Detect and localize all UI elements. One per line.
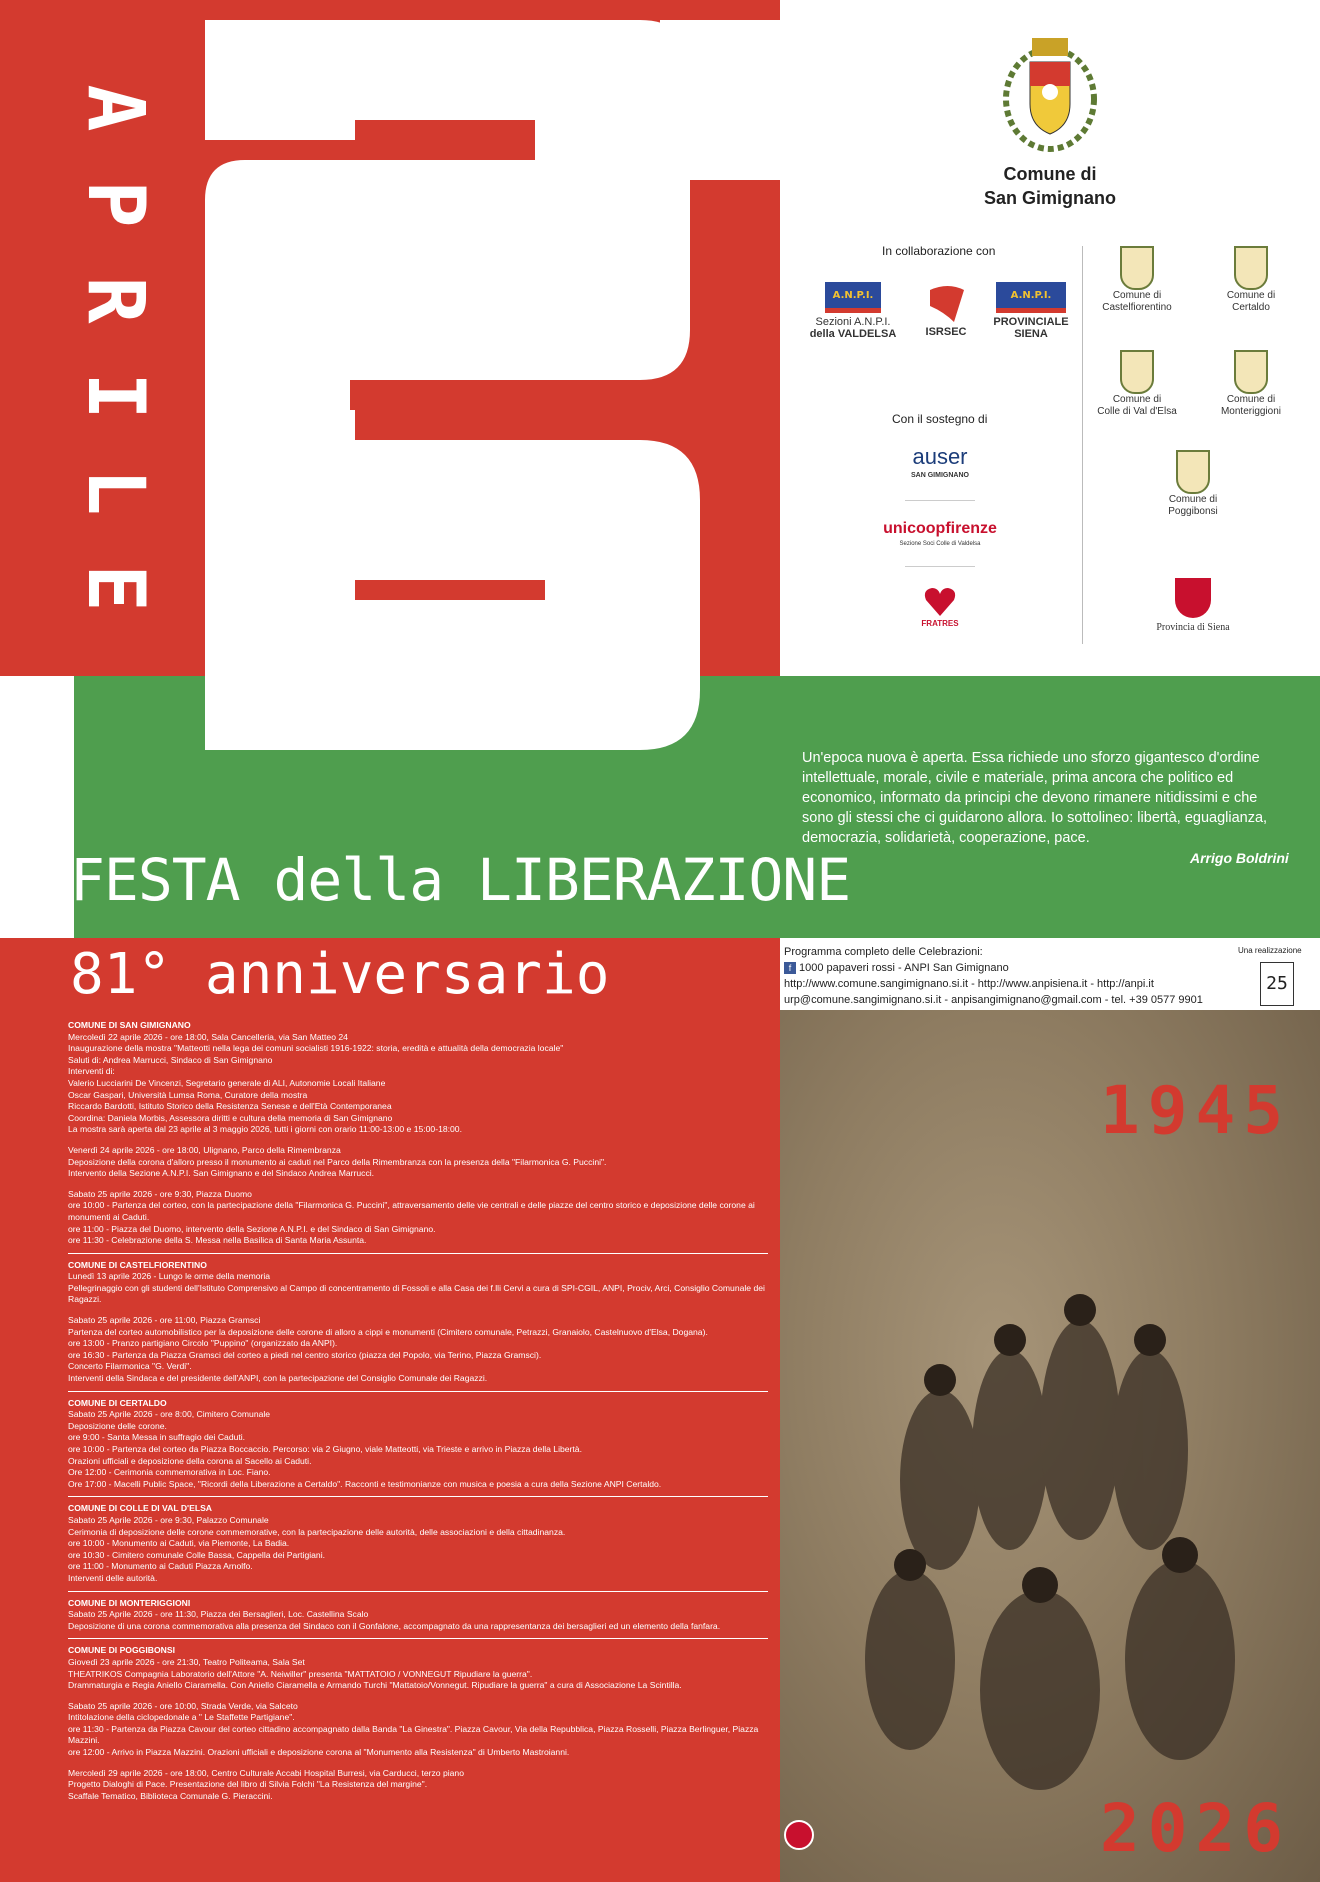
fratres-label: FRATRES <box>921 619 959 628</box>
anpi-stamp-icon <box>784 1820 814 1850</box>
sostegno-label: Con il sostegno di <box>892 412 988 426</box>
program-contacts[interactable]: urp@comune.sangimignano.si.it - anpisangimignano@gmail.com - tel. +39 0577 9901 <box>784 994 1203 1006</box>
year-1945: 1945 <box>1100 1072 1291 1149</box>
programme-entry: Sabato 25 Aprile 2026 - ore 8:00, Cimitero Comunale Deposizione delle corone. ore 9:00 - Santa Messa in suffragio dei Caduti. ore 10:00 - Partenza del corteo da Piazza Boccaccio. Percorso: via 2 Giugno, viale Matteotti, via Trieste e arrivo in Piazza della Libertà. Orazioni ufficiali e deposizione della corona al Sacello ai Caduti. Ore 12:00 - Cerimonia commemorativa in Loc. Fiano. Ore 17:00 - Macelli Public Space, "Ricordi della Liberazione a Certaldo". Racconti e testimonianze con musica e poesia a cura della Sezione ANPI Certaldo. <box>68 1409 662 1489</box>
crest-icon <box>1234 246 1268 290</box>
comune-label: Comune di <box>1168 494 1218 505</box>
auser-sub: SAN GIMIGNANO <box>911 472 969 479</box>
aprile-letter: E <box>70 564 160 612</box>
programme-entry: Mercoledì 22 aprile 2026 - ore 18:00, Sala Cancelleria, via San Matteo 24 Inaugurazione della mostra "Matteotti nella lega dei comuni socialisti 1916-1922: storia, eredità e attualità della democrazia locale" Saluti di: Andrea Marrucci, Sindaco di San Gimignano Interventi di: Valerio Lucciarini De Vincenzi, Segretario generale di ALI, Autonomie Locali Italiane Oscar Gaspari, Università Lumsa Roma, Curatore della mostra Riccardo Bardotti, Istituto Storico della Resistenza Senese e dell'Età Contemporanea Coordina: Daniela Morbis, Assessora diritti e cultura della memoria di San Gimignano La mostra sarà aperta dal 23 aprile al 3 maggio 2026, tutti i giorni con orario 11:00-13:00 e 15:00-18:00. <box>68 1031 564 1135</box>
quote-author: Arrigo Boldrini <box>1190 850 1289 866</box>
crest-icon <box>1175 578 1211 618</box>
unicoop-label: unicoopfirenze <box>883 520 997 537</box>
provincia-siena-logo <box>1138 578 1248 634</box>
anpi-valdelsa-line1: Sezioni A.N.P.I. <box>815 316 891 328</box>
castelfiorentino-logo <box>1092 246 1182 314</box>
crest-icon <box>1120 350 1154 394</box>
programme-section <box>68 1398 768 1498</box>
anniversary-subtitle: 81° anniversario <box>70 942 610 1007</box>
program-info-title: Programma completo delle Celebrazioni: <box>784 946 983 958</box>
aprile-letter: P <box>70 180 160 228</box>
certaldo-logo <box>1206 246 1296 314</box>
comune-label: Monteriggioni <box>1220 406 1282 417</box>
collab-label: In collaborazione con <box>882 244 996 258</box>
anpi-siena-line2: SIENA <box>1014 328 1048 340</box>
quote-text: Un'epoca nuova è aperta. Essa richiede uno sforzo gigantesco d'ordine intellettuale, morale, civile e materiale, prima ancora che politico ed economico, informato da principi che devono rimanere nitidissimi e che sono gli stessi che ci guidarono allora. Io sottolineo: libertà, eguaglianza, democrazia, solidarietà, cooperazione, pace. <box>802 750 1268 846</box>
unicoop-logo <box>870 520 1010 550</box>
provincia-label: Provincia di Siena <box>1156 622 1230 633</box>
programme-entry: Sabato 25 Aprile 2026 - ore 9:30, Palazzo Comunale Cerimonia di deposizione delle corone commemorative, con la partecipazione delle autorità, delle associazioni e della cittadinanza. ore 10:00 - Monumento ai Caduti, via Piemonte, La Badia. ore 10:30 - Cimitero comunale Colle Bassa, Cappella dei Partigiani. ore 11:00 - Monumento ai Caduti Piazza Arnolfo. Interventi delle autorità. <box>68 1514 566 1583</box>
realizzazione-label: Una realizzazione <box>1238 946 1302 955</box>
isrsec-icon <box>924 282 968 326</box>
programme-entry: Sabato 25 aprile 2026 - ore 10:00, Strada Verde, via Salceto Intitolazione della ciclopedonale a " Le Staffette Partigiane". ore 11:30 - Partenza da Piazza Cavour del corteo cittadino accompagnato dalla Banda "La Ginestra". Piazza Cavour, Via della Repubblica, Piazza Rosselli, Piazza Berlinguer, Piazza Mazzini. ore 12:00 - Arrivo in Piazza Mazzini. Orazioni ufficiali e deposizione corona al "Monumento alla Resistenza" di Umberto Mastroianni. <box>68 1700 759 1758</box>
facebook-row[interactable] <box>784 960 1254 976</box>
programme-section-heading: COMUNE DI COLLE DI VAL D'ELSA <box>68 1503 213 1514</box>
comune-line1: Comune di <box>1003 164 1097 184</box>
comune-label: Comune di <box>1112 290 1162 301</box>
comune-label: Certaldo <box>1232 302 1270 313</box>
programme-section-heading: COMUNE DI CASTELFIORENTINO <box>68 1259 207 1270</box>
divider <box>905 500 975 501</box>
programme-section <box>68 1020 768 1254</box>
comune-line2: San Gimignano <box>983 188 1116 208</box>
crest-icon <box>1234 350 1268 394</box>
isrsec-logo <box>916 282 976 338</box>
poggibonsi-logo <box>1148 450 1238 518</box>
programme-entry: Sabato 25 aprile 2026 - ore 9:30, Piazza Duomo ore 10:00 - Partenza del corteo, con la partecipazione della "Filarmonica G. Puccini", attraversamento delle vie centrali e delle piazze del centro storico e deposizione delle corone ai monumenti ai Caduti. ore 11:00 - Piazza del Duomo, intervento della Sezione A.N.P.I. e del Sindaco di San Gimignano. ore 11:30 - Celebrazione della S. Messa nella Basilica di Santa Maria Assunta. <box>68 1188 755 1246</box>
san-gimignano-crest-icon <box>1000 34 1100 154</box>
anpi-siena-logo <box>988 282 1074 340</box>
comune-label: Comune di <box>1226 290 1276 301</box>
anpi-badge-icon: A.N.P.I. <box>825 282 881 313</box>
comune-label: Castelfiorentino <box>1102 302 1172 313</box>
divider <box>1082 246 1083 644</box>
anpi-siena-line1: PROVINCIALE <box>993 316 1069 328</box>
monteriggioni-logo <box>1206 350 1296 418</box>
festa-title: FESTA della LIBERAZIONE <box>70 846 851 914</box>
programme-section-heading: COMUNE DI SAN GIMIGNANO <box>68 1020 191 1030</box>
programme-section-heading: COMUNE DI MONTERIGGIONI <box>68 1597 191 1608</box>
auser-logo <box>880 444 1000 482</box>
anpi-valdelsa-line2: della VALDELSA <box>809 328 897 340</box>
auser-label: auser <box>912 444 968 469</box>
aprile-vertical <box>60 60 180 740</box>
programme-section-heading: COMUNE DI POGGIBONSI <box>68 1645 175 1656</box>
facebook-icon: f <box>784 962 796 974</box>
colle-logo <box>1092 350 1182 418</box>
programme-entry: Giovedì 23 aprile 2026 - ore 21:30, Teatro Politeama, Sala Set THEATRIKOS Compagnia Laboratorio dell'Attore "A. Neiwiller" presenta "MATTATOIO / VONNEGUT Ripudiare la guerra". Drammaturgia e Regia Aniello Ciaramella. Con Aniello Ciaramella e Armando Turchi "Mattatoio/Vonnegut. Ripudiare la guerra" a cura di Associazione La Scintilla. <box>68 1656 682 1691</box>
comune-label: Colle di Val d'Elsa <box>1097 406 1177 417</box>
programme-entry: Lunedì 13 aprile 2026 - Lungo le orme della memoria Pellegrinaggio con gli studenti dell'Istituto Comprensivo al Campo di concentramento di Fossoli e alla Casa dei f.lli Cervi a cura di SPI-CGIL, ANPI, Prociv, Arci, Consiglio Comunale dei Ragazzi. <box>68 1271 765 1305</box>
facebook-link[interactable]: 1000 papaveri rossi - ANPI San Gimignano <box>799 962 1009 974</box>
heart-drop-icon <box>922 582 958 618</box>
crest-icon <box>1120 246 1154 290</box>
aprile-letter: I <box>70 372 160 420</box>
crest-icon <box>1176 450 1210 494</box>
programme-section <box>68 1598 768 1640</box>
realizzazione-logo: 25 <box>1260 962 1294 1006</box>
anpi-valdelsa-logo <box>808 282 898 340</box>
aprile-letter: R <box>70 276 160 324</box>
programme-section <box>68 1645 768 1808</box>
isrsec-label: ISRSEC <box>925 326 967 338</box>
divider <box>905 566 975 567</box>
program-links[interactable]: http://www.comune.sangimignano.si.it - http://www.anpisiena.it - http://anpi.it <box>784 978 1154 990</box>
comune-label: Poggibonsi <box>1168 506 1218 517</box>
unicoop-sub: Sezione Soci Colle di Valdelsa <box>899 541 981 547</box>
comune-title <box>950 162 1150 210</box>
programme-entry: Sabato 25 aprile 2026 - ore 11:00, Piazza Gramsci Partenza del corteo automobilistico per la deposizione delle corone di alloro a cippi e monumenti (Cimitero comunale, Petrazzi, Granaiolo, Castelnuovo d'Elsa, Dogana). ore 13:00 - Pranzo partigiano Circolo "Puppino" (organizzato da ANPI). ore 16:30 - Partenza da Piazza Gramsci del corteo a piedi nel centro storico (piazza del Popolo, via Terino, Piazza Gramsci). Concerto Filarmonica "G. Verdi". Interventi della Sindaca e del presidente dell'ANPI, con la partecipazione del Consiglio Comunale dei Ragazzi. <box>68 1315 708 1384</box>
programme-list <box>68 1020 768 1814</box>
anpi-badge-icon: A.N.P.I. <box>996 282 1066 313</box>
programme-entry: Mercoledì 29 aprile 2026 - ore 18:00, Centro Culturale Accabi Hospital Burresi, via Carducci, terzo piano Progetto Dialoghi di Pace. Presentazione del libro di Silvia Folchi "La Resistenza del margine". Scaffale Tematico, Biblioteca Comunale G. Pieraccini. <box>68 1767 464 1801</box>
fratres-logo <box>900 582 980 630</box>
programme-section <box>68 1260 768 1392</box>
program-info <box>784 944 1254 1008</box>
year-2026: 2026 <box>1100 1790 1291 1867</box>
aprile-letter: L <box>70 468 160 516</box>
programme-section <box>68 1503 768 1591</box>
programme-section-heading: COMUNE DI CERTALDO <box>68 1397 167 1408</box>
comune-label: Comune di <box>1226 394 1276 405</box>
programme-entry: Venerdì 24 aprile 2026 - ore 18:00, Ulignano, Parco della Rimembranza Deposizione della corona d'alloro presso il monumento ai caduti nel Parco della Rimembranza con la presenza della "Filarmonica G. Puccini". Intervento della Sezione A.N.P.I. San Gimignano e del Sindaco Andrea Marrucci. <box>68 1144 607 1179</box>
comune-label: Comune di <box>1112 394 1162 405</box>
aprile-letter: A <box>70 84 160 132</box>
programme-entry: Sabato 25 Aprile 2026 - ore 11:30, Piazza dei Bersaglieri, Loc. Castellina Scalo Deposizione di una corona commemorativa alla presenza del Sindaco con il Gonfalone, accompagnato da una rappresentanza dei bersaglieri ed un elemento della fanfara. <box>68 1609 721 1631</box>
